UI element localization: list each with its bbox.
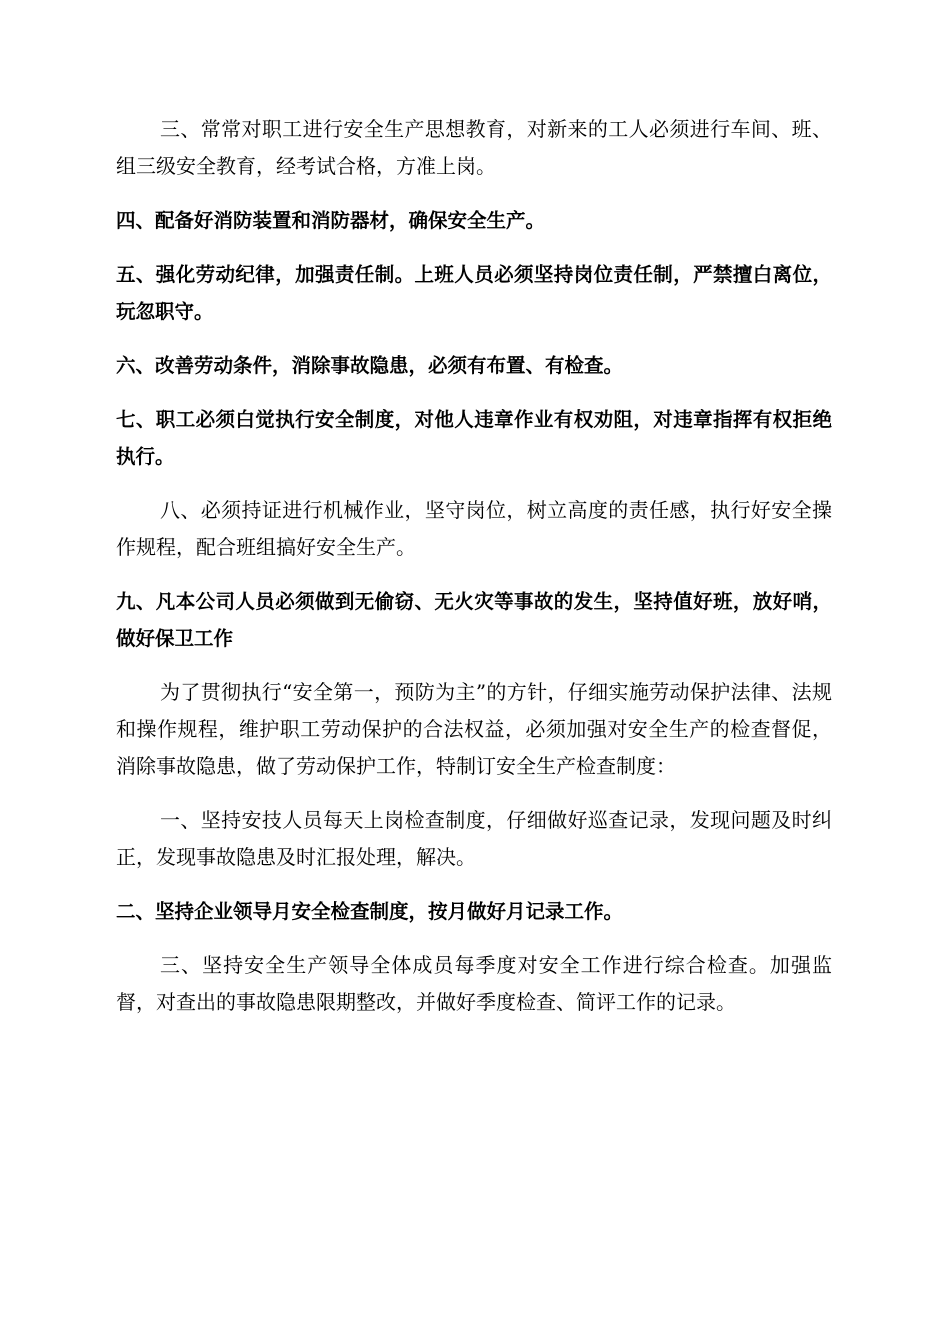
document-body bbox=[116, 111, 832, 1038]
paragraph-8: 为了贯彻执行“安全第一，预防为主”的方针，仔细实施劳动保护法律、法规和操作规程，维护职工劳动保护的合法权益，必须加强对安全生产的检查督促，消除事故隐患，做了劳动保护工作，特制订安全生产检查制度： bbox=[116, 680, 832, 778]
paragraph-1: 三、常常对职工进行安全生产思想教育，对新来的工人必须进行车间、班、组三级安全教育，经考试合格，方准上岗。 bbox=[116, 117, 832, 178]
paragraph-4: 六、改善劳动条件，消除事故隐患，必须有布置、有检查。 bbox=[116, 354, 624, 377]
paragraph-10: 二、坚持企业领导月安全检查制度，按月做好月记录工作。 bbox=[116, 900, 624, 923]
paragraph-11: 三、坚持安全生产领导全体成员每季度对安全工作进行综合检查。加强监督，对查出的事故隐患限期整改，并做好季度检查、简评工作的记录。 bbox=[116, 953, 832, 1014]
paragraph-2: 四、配备好消防装置和消防器材，确保安全生产。 bbox=[116, 209, 546, 232]
paragraph-5: 七、职工必须白觉执行安全制度，对他人违章作业有权劝阻，对违章指挥有权拒绝执行。 bbox=[116, 408, 832, 468]
paragraph-6: 八、必须持证进行机械作业，坚守岗位，树立高度的责任感，执行好安全操作规程，配合班组搞好安全生产。 bbox=[116, 498, 832, 559]
paragraph-9: 一、坚持安技人员每天上岗检查制度，仔细做好巡查记录，发现问题及时纠正，发现事故隐患及时汇报处理，解决。 bbox=[116, 808, 832, 869]
paragraph-7: 九、凡本公司人员必须做到无偷窃、无火灾等事故的发生，坚持值好班，放好哨，做好保卫工作 bbox=[116, 590, 832, 650]
paragraph-3: 五、强化劳动纪律，加强责任制。上班人员必须坚持岗位责任制，严禁擅白离位，玩忽职守。 bbox=[116, 263, 832, 323]
